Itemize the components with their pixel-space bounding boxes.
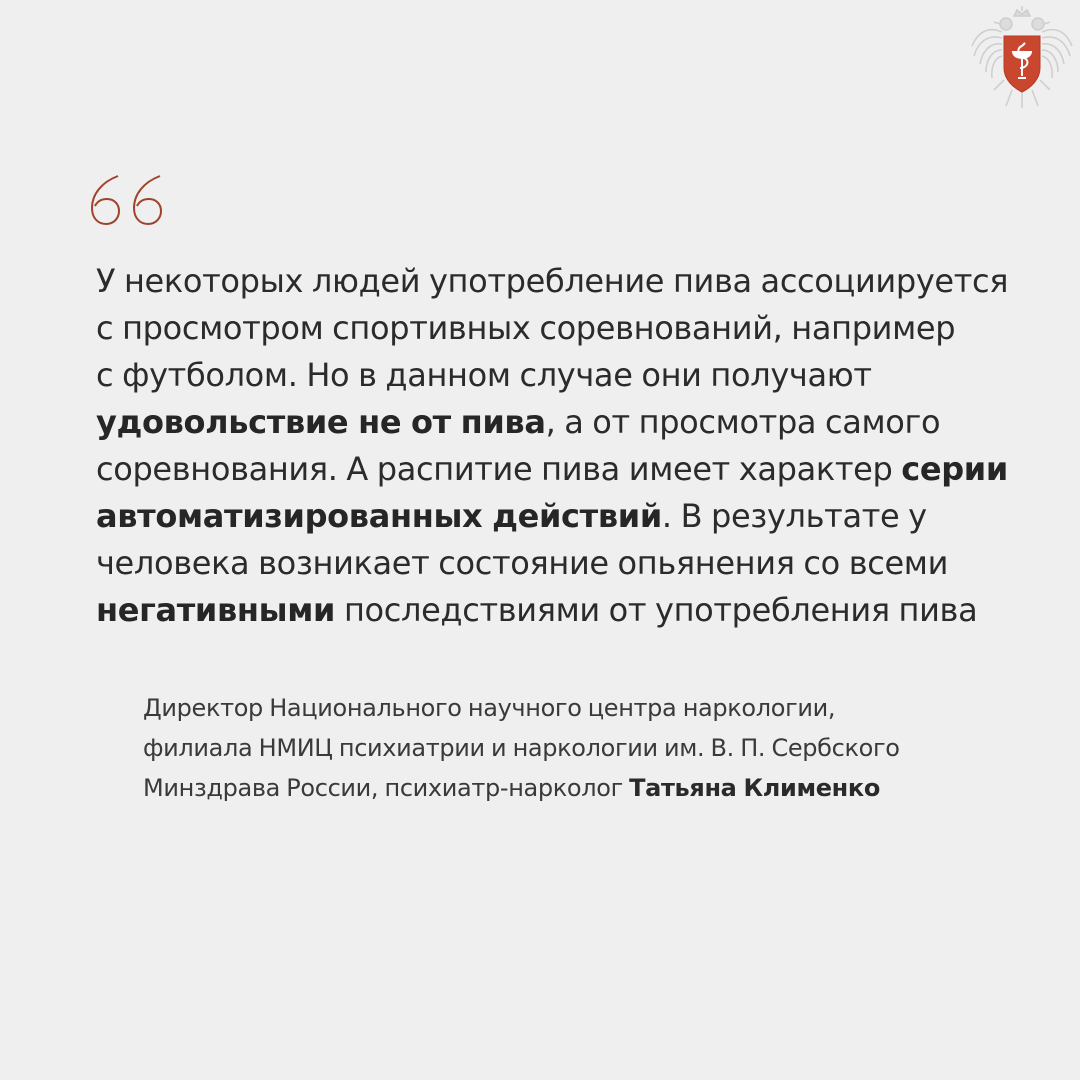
emphasized-text: Татьяна Клименко bbox=[629, 774, 880, 802]
quote-line bbox=[96, 540, 1056, 587]
text-segment: . В результате у bbox=[661, 497, 927, 535]
text-segment: Директор Национального научного центра наркологии, bbox=[143, 694, 836, 722]
text-segment: с футболом. Но в данном случае они получают bbox=[96, 356, 872, 394]
emphasized-text: серии bbox=[901, 450, 1008, 488]
quote-line bbox=[96, 352, 1056, 399]
ministry-of-health-emblem-icon bbox=[964, 2, 1080, 110]
text-segment: , а от просмотра самого bbox=[545, 403, 941, 441]
quote-line bbox=[96, 258, 1056, 305]
emphasized-text: негативными bbox=[96, 591, 336, 629]
emphasized-text: удовольствие не от пива bbox=[96, 403, 546, 441]
emphasized-text: автоматизированных действий bbox=[96, 497, 662, 535]
text-segment: последствиями от употребления пива bbox=[335, 591, 978, 629]
quote-line bbox=[96, 446, 1056, 493]
quote-line bbox=[96, 305, 1056, 352]
text-segment: филиала НМИЦ психиатрии и наркологии им. В. П. Сербского bbox=[143, 734, 900, 762]
attribution-line bbox=[143, 728, 1043, 768]
open-quote-icon bbox=[88, 172, 166, 226]
text-segment: Минздрава России, психиатр-нарколог bbox=[143, 774, 630, 802]
text-segment: соревнования. А распитие пива имеет характер bbox=[96, 450, 902, 488]
text-segment: с просмотром спортивных соревнований, например bbox=[96, 309, 956, 347]
text-segment: У некоторых людей употребление пива ассоциируется bbox=[96, 262, 1009, 300]
quote-line bbox=[96, 587, 1056, 634]
quote-line bbox=[96, 493, 1056, 540]
text-segment: человека возникает состояние опьянения со всеми bbox=[96, 544, 949, 582]
attribution-line bbox=[143, 768, 1043, 808]
quote-attribution bbox=[143, 688, 1043, 808]
attribution-line bbox=[143, 688, 1043, 728]
quote-line bbox=[96, 399, 1056, 446]
quote-text bbox=[96, 258, 1056, 634]
